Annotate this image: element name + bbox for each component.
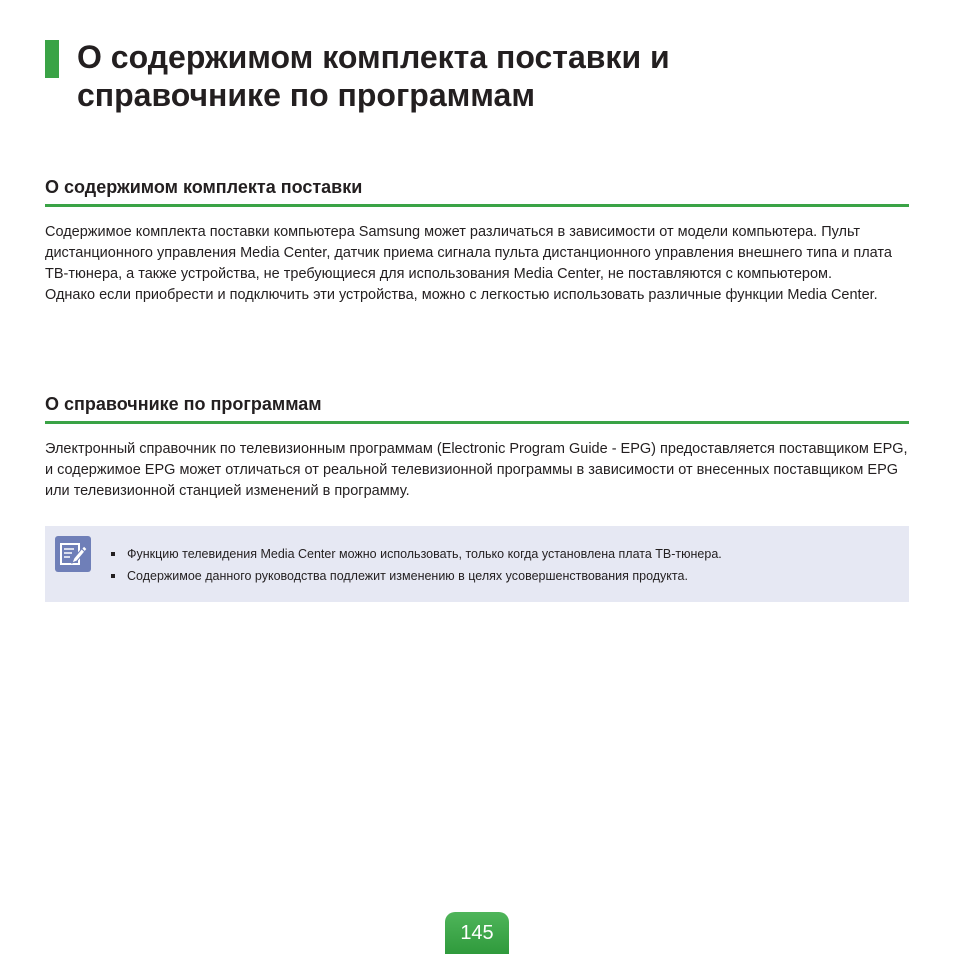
note-item-text: Функцию телевидения Media Center можно использовать, только когда установлена плата ТВ-тюнера.	[127, 547, 722, 561]
paragraph: Однако если приобрести и подключить эти устройства, можно с легкостью использовать различные функции Media Center.	[45, 287, 878, 303]
note-item	[111, 565, 722, 587]
page-title: О содержимом комплекта поставки и справочнике по программам	[77, 39, 670, 113]
section-body	[45, 439, 909, 502]
section-heading: О справочнике по программам	[45, 393, 909, 424]
note-item	[111, 543, 722, 565]
note-box	[45, 526, 909, 602]
section-heading: О содержимом комплекта поставки	[45, 176, 909, 207]
note-item-text: Содержимое данного руководства подлежит изменению в целях усовершенствования продукта.	[127, 569, 688, 583]
section-program-guide	[45, 393, 909, 502]
page-number: 145	[445, 912, 509, 954]
note-list	[111, 543, 722, 587]
paragraph: Содержимое комплекта поставки компьютера Samsung может различаться в зависимости от модели компьютера. Пульт дистанционного управления Media Center, датчик приема сигнала пульта дистанционного управления внешнего типа и плата ТВ-тюнера, а также устройства, не требующиеся для использования Media Center, не поставляются с компьютером.	[45, 224, 892, 282]
note-pencil-icon	[55, 536, 91, 572]
title-accent-bar	[45, 40, 59, 78]
bullet-icon	[111, 552, 115, 556]
paragraph: Электронный справочник по телевизионным программам (Electronic Program Guide - EPG) предоставляется поставщиком EPG, и содержимое EPG может отличаться от реальной телевизионной программы в зависимости от внесенных поставщиком EPG или телевизионной станцией изменений в программу.	[45, 441, 908, 499]
section-body	[45, 222, 909, 306]
section-package-contents	[45, 176, 909, 306]
bullet-icon	[111, 574, 115, 578]
